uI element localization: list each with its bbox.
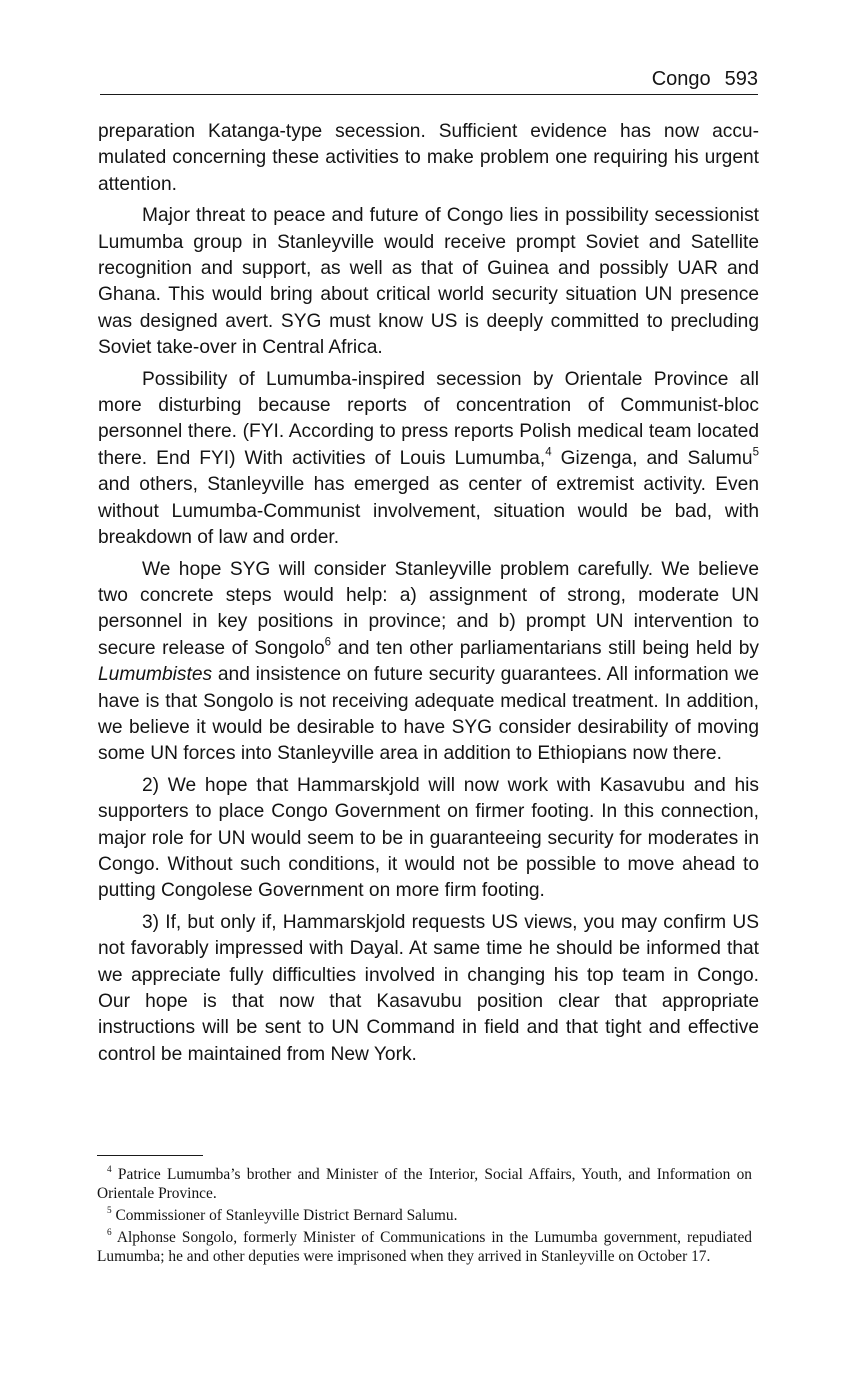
footnote-ref-4: 4	[545, 446, 552, 459]
footnote-text: Patrice Lumumba’s brother and Minister of the Interior, Social Affairs, Youth, and Information on Orientale Province.	[97, 1166, 752, 1202]
paragraph-text: and ten other parliamentarians still being held by	[331, 637, 759, 659]
paragraph-continuation: preparation Katanga-type secession. Sufficient evidence has now accumulated concerning these activities to make problem one requiring his urgent attention.	[98, 121, 759, 195]
footnote-rule	[97, 1155, 203, 1156]
page-header	[100, 66, 758, 95]
footnote-6	[97, 1228, 752, 1266]
italic-term: Lumumbistes	[98, 664, 213, 686]
paragraph-text: and others, Stanleyville has emerged as center of extremist activity. Even without Lumumba-Communist involvement, situation would be bad, with breakdown of law and order.	[98, 474, 759, 549]
footnote-4	[97, 1165, 752, 1203]
running-title: Congo	[651, 68, 711, 90]
footnote-ref-5: 5	[752, 446, 759, 459]
page-number: 593	[724, 68, 758, 90]
paragraph-stanleyville-steps	[98, 557, 759, 768]
paragraph-point-2: 2) We hope that Hammarskjold will now work with Kasavubu and his supporters to place Congo Government on firmer footing. In this connection, major role for UN would seem to be in guaranteeing security for moderates in Congo. Without such conditions, it would not be possible to move ahead to putting Congolese Government on more firm footing.	[98, 774, 759, 902]
footnote-number: 6	[107, 1227, 112, 1238]
footnote-text: Commissioner of Stanleyville District Bernard Salumu.	[111, 1207, 458, 1224]
paragraph-major-threat: Major threat to peace and future of Congo lies in possibility secessionist Lumumba group in Stanleyville would receive prompt Soviet and Satellite recognition and support, as well as that of Guinea and possibly UAR and Ghana. This would bring about critical world security situation UN presence was designed avert. SYG must know US is deeply committed to precluding Soviet take-over in Central Africa.	[98, 205, 759, 359]
paragraph-text: Gizenga, and Salumu	[551, 447, 753, 469]
paragraph-text: and insistence on future security guarantees. All information we have is that Songolo is not receiving adequate medical treatment. In addition, we believe it would be desirable to have SYG consider desirability of moving some UN forces into Stanleyville area in addition to Ethiopians now there.	[98, 664, 759, 765]
footnotes	[97, 1165, 752, 1269]
paragraph-text: Possibility of Lumumba-inspired secession by Orientale Province all more disturbing because reports of concentration of Communist-bloc personnel there. (FYI. According to press reports Polish medical team located there. End FYI) With activities of Louis Lumumba,	[98, 368, 759, 469]
paragraph-orientale-secession	[98, 367, 759, 552]
paragraph-text: We hope SYG will consider Stanleyville problem carefully. We believe two concrete steps would help: a) assignment of strong, moderate UN personnel in key positions in province; and b) prompt UN intervention to secure release of Songolo	[98, 558, 759, 659]
footnote-text: Alphonse Songolo, formerly Minister of Communications in the Lumumba government, repudiated Lumumba; he and other deputies were imprisoned when they arrived in Stanleyville on October 17.	[97, 1229, 752, 1265]
body-text	[98, 119, 759, 1073]
footnote-5	[97, 1206, 752, 1225]
footnote-number: 4	[107, 1164, 112, 1175]
running-head	[652, 66, 758, 92]
footnote-number: 5	[107, 1205, 112, 1216]
paragraph-point-3: 3) If, but only if, Hammarskjold requests US views, you may confirm US not favorably impressed with Dayal. At same time he should be informed that we appreciate fully difficulties involved in changing his top team in Congo. Our hope is that now that Kasavubu position clear that appropriate instructions will be sent to UN Command in field and that tight and effective control be maintained from New York.	[98, 911, 759, 1065]
footnote-ref-6: 6	[324, 636, 332, 649]
